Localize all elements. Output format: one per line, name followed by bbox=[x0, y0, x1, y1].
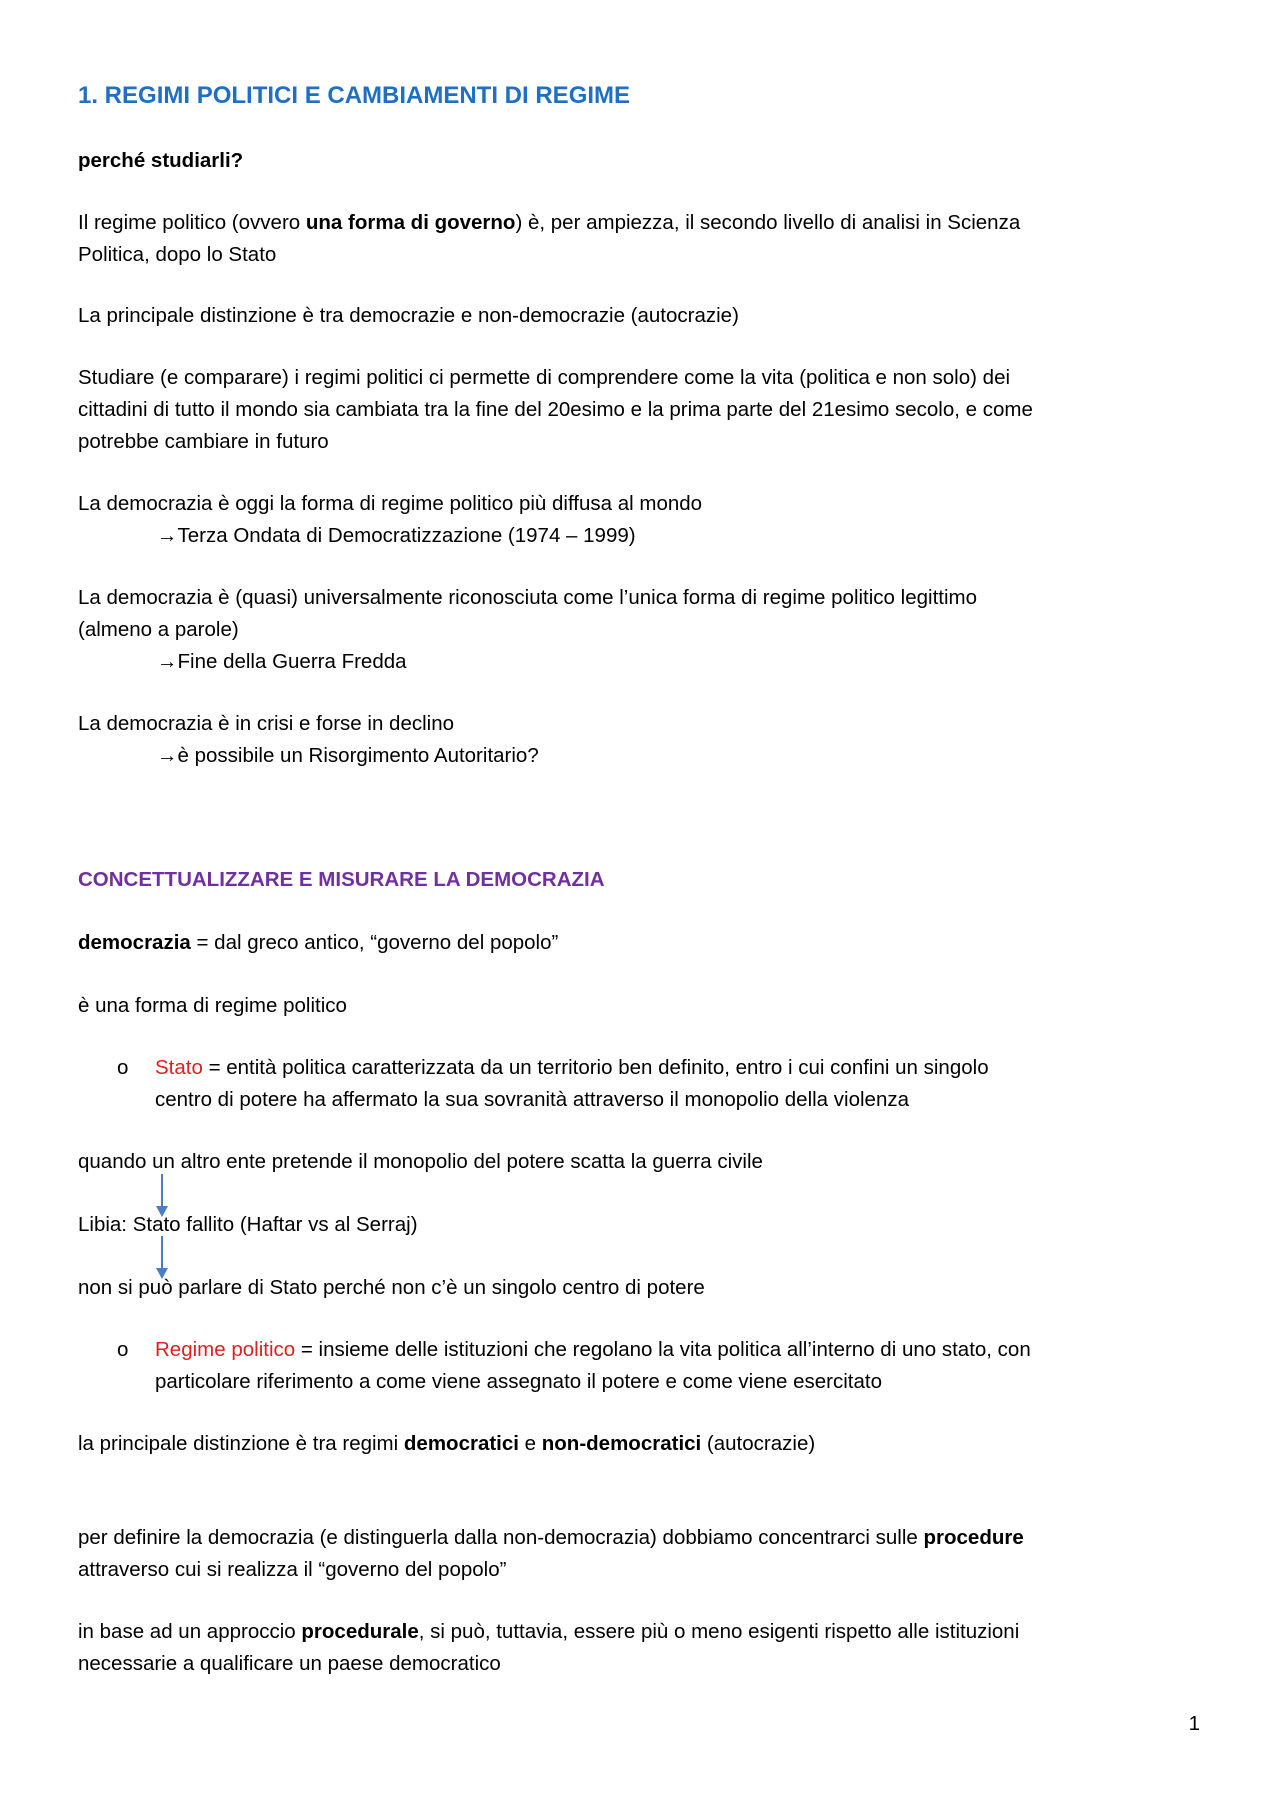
page-title: 1. REGIMI POLITICI E CAMBIAMENTI DI REGIME bbox=[78, 82, 631, 109]
paragraph-13-line-2: necessarie a qualificare un paese democratico bbox=[78, 1652, 501, 1675]
subheading: perché studiarli? bbox=[78, 149, 244, 172]
paragraph-10: non si può parlare di Stato perché non c’è un singolo centro di potere bbox=[78, 1276, 705, 1299]
paragraph-6: La democrazia è in crisi e forse in declino bbox=[78, 712, 455, 735]
bullet-icon: o bbox=[117, 1056, 129, 1079]
paragraph-12-line-2: attraverso cui si realizza il “governo del popolo” bbox=[78, 1558, 507, 1581]
paragraph-3-line-1: Studiare (e comparare) i regimi politici ci permette di comprendere come la vita (politica e non solo) dei bbox=[78, 366, 1011, 389]
paragraph-1-line-1: Il regime politico (ovvero una forma di governo) è, per ampiezza, il secondo livello di analisi in Scienza bbox=[78, 211, 1021, 234]
definition-regime-line-2: particolare riferimento a come viene assegnato il potere e come viene esercitato bbox=[155, 1370, 882, 1393]
definition-regime-line-1: Regime politico = insieme delle istituzioni che regolano la vita politica all’interno di uno stato, con bbox=[155, 1338, 1031, 1361]
paragraph-7: è una forma di regime politico bbox=[78, 994, 347, 1017]
page-number: 1 bbox=[1188, 1712, 1200, 1735]
paragraph-5-line-2: (almeno a parole) bbox=[78, 618, 239, 641]
paragraph-9: Libia: Stato fallito (Haftar vs al Serraj) bbox=[78, 1213, 418, 1236]
paragraph-1-line-2: Politica, dopo lo Stato bbox=[78, 243, 277, 266]
paragraph-12-line-1: per definire la democrazia (e distinguerla dalla non-democrazia) dobbiamo concentrarci sulle procedure bbox=[78, 1526, 1024, 1549]
definition-democrazia: democrazia = dal greco antico, “governo del popolo” bbox=[78, 931, 559, 954]
bullet-icon: o bbox=[117, 1338, 129, 1361]
paragraph-6-arrow-note: →è possibile un Risorgimento Autoritario? bbox=[157, 744, 539, 767]
paragraph-3-line-3: potrebbe cambiare in futuro bbox=[78, 430, 329, 453]
paragraph-13-line-1: in base ad un approccio procedurale, si può, tuttavia, essere più o meno esigenti rispetto alle istituzioni bbox=[78, 1620, 1020, 1643]
definition-stato-line-1: Stato = entità politica caratterizzata da un territorio ben definito, entro i cui confini un singolo bbox=[155, 1056, 989, 1079]
paragraph-5-line-1: La democrazia è (quasi) universalmente riconosciuta come l’unica forma di regime politico legittimo bbox=[78, 586, 977, 609]
paragraph-3-line-2: cittadini di tutto il mondo sia cambiata tra la fine del 20esimo e la prima parte del 21esimo secolo, e come bbox=[78, 398, 1033, 421]
paragraph-4-arrow-note: →Terza Ondata di Democratizzazione (1974 – 1999) bbox=[157, 524, 636, 547]
paragraph-5-arrow-note: →Fine della Guerra Fredda bbox=[157, 650, 407, 673]
paragraph-4: La democrazia è oggi la forma di regime politico più diffusa al mondo bbox=[78, 492, 703, 515]
section-heading: CONCETTUALIZZARE E MISURARE LA DEMOCRAZIA bbox=[78, 868, 605, 891]
paragraph-2: La principale distinzione è tra democrazie e non-democrazie (autocrazie) bbox=[78, 304, 739, 327]
paragraph-11: la principale distinzione è tra regimi democratici e non-democratici (autocrazie) bbox=[78, 1432, 816, 1455]
definition-stato-line-2: centro di potere ha affermato la sua sovranità attraverso il monopolio della violenza bbox=[155, 1088, 909, 1111]
paragraph-8: quando un altro ente pretende il monopolio del potere scatta la guerra civile bbox=[78, 1150, 763, 1173]
